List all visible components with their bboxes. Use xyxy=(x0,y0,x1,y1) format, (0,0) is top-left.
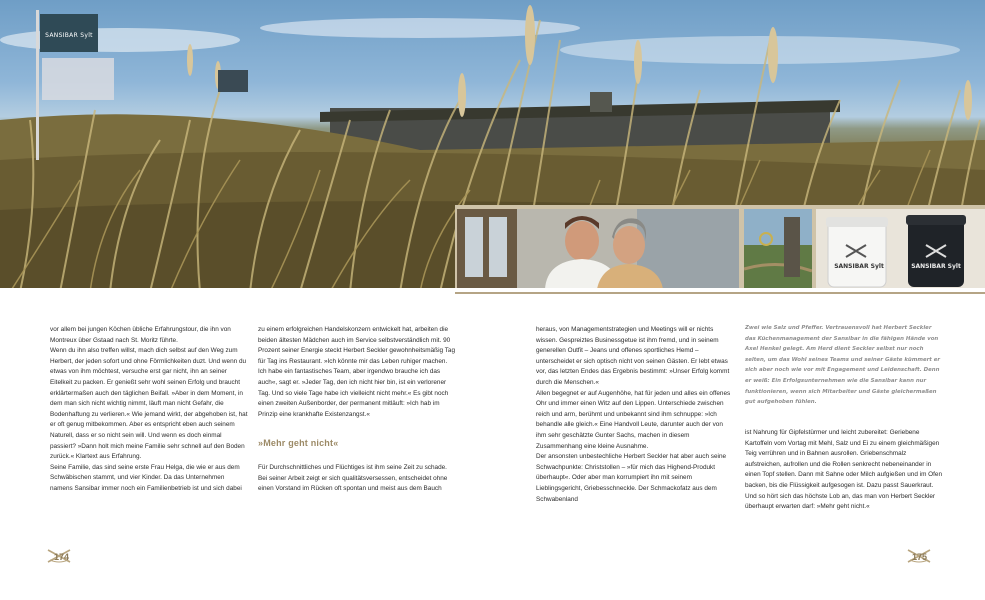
page-number-right: 175 xyxy=(912,552,928,562)
column-2-paragraph: Für Durchschnittliches und Flüchtiges ist ihm seine Zeit zu schade. Bei seiner Arbeit zeigt er sich qualitätsversessen, entscheidet ohne einen Vorstand im Rücken oft spontan und meist aus dem Bauch xyxy=(258,463,448,493)
inset-photo-strip xyxy=(455,205,985,290)
jar-label-left: SANSIBAR Sylt xyxy=(834,263,884,270)
page-number-left: 174 xyxy=(54,552,70,562)
white-flag xyxy=(42,58,114,100)
photo-caption: Zwei wie Salz und Pfeffer. Vertrauensvoll hat Herbert Seckler das Küchenmanagement der Sansibar in die fähigen Hände von Axel Henkel gelegt. Am Herd dient Seckler selbst nur noch selten, um das Wohl seines Teams und seiner Gäste kümmert er sich aber noch wie vor mit Engagement und Leidenschaft. Denn er weiß: Ein Erfolgsunternehmen wie die Sansibar kann nur funktionieren, wenn sich Mitarbeiter und Gäste gleichermaßen gut aufgehoben fühlen. xyxy=(745,325,941,406)
flag-pole xyxy=(36,10,39,160)
jar-label-right: SANSIBAR Sylt xyxy=(911,263,961,270)
column-3-paragraph: Allen begegnet er auf Augenhöhe, hat für jeden und alles ein offenes Ohr und immer einen Witz auf den Lippen. Unterschiede zwischen reich und arm, berühmt und unbekannt sind ihm schnuppe: »Ich behandle alle gleich.« Eine Handvoll Leute, darunter auch der von ihm sehr geschätzte Gunter Sachs, machen in diesem Zusammenhang eine kleine Ausnahme. xyxy=(536,389,731,450)
accent-rule xyxy=(455,292,985,294)
column-4 xyxy=(745,428,943,513)
column-1-paragraph: Wenn du ihn also treffen willst, mach dich selbst auf den Weg zum Herbert, der jeden sofort und ohne Förmlichkeiten duzt. Und wenn du etwas von ihm möchtest, versuche erst gar nicht, ihn an seiner Eitelkeit zu packen. Er genießt sehr wohl seinen Erfolg und braucht erklärtermaßen auch den täglichen Beifall. »Aber in dem Moment, in dem man sich nicht wichtig nimmt, läuft man nicht Gefahr, die Bodenhaftung zu verlieren.« Wie jemand wirkt, der abgehoben ist, hat er oft genug mitbekommen. Aber es entspricht eben auch seinem Naturell, dass er so nicht sein will. Und wenn es doch einmal passiert? »Dann holt mich meine Familie sehr schnell auf den Boden zurück.« Klartext aus Erfahrung. xyxy=(50,347,248,461)
column-3 xyxy=(536,325,734,505)
column-3-paragraph: heraus, von Managementstrategien und Meetings will er nichts wissen. Gespreiztes Businessgetue ist ihm fremd, und in seinem generellen Outfit – Jeans und offenes sportliches Hemd – unterscheidet er sich optisch nicht von seinen Gästen. Er lebt etwas vor, das letzten Endes das Ergebnis bestimmt: »Unser Erfolg kommt durch die Menschen.« xyxy=(536,326,730,386)
column-1-paragraph: Seine Familie, das sind seine erste Frau Helga, die wie er aus dem Schwäbischen stammt, und vier Kinder. Da das Unternehmen namens Sansibar immer noch ein Familienbetrieb ist und sich dabei xyxy=(50,463,242,492)
column-4-paragraph: ist Nahrung für Gipfelstürmer und leicht zubereitet: Geriebene Kartoffeln vom Vortag mit Mehl, Salz und Ei zu einem gleichmäßigen Teig verrühren und in Bahnen ausrollen. Griebenschmalz aufstreichen, aufrollen und die Rollen senkrecht nebeneinander in einen Topf stellen. Dann mit Sahne oder Milch aufgießen und im Ofen backen, bis die Flüssigkeit aufgesogen ist. Dazu passt Sauerkraut. Und so hört sich das höchste Lob an, das man von Herbert Seckler überhaupt erwarten darf: »Mehr geht nicht.« xyxy=(745,429,943,511)
small-flag xyxy=(218,70,248,92)
sansibar-jars-photo xyxy=(816,209,985,289)
column-1-paragraph: vor allem bei jungen Köchen übliche Erfahrungstour, die ihn von Montreux über Gstaad nach St. Moritz führte. xyxy=(50,326,231,344)
flag-text: SANSIBAR Sylt xyxy=(45,32,93,39)
section-subhead: »Mehr geht nicht« xyxy=(258,438,339,449)
column-3-paragraph: Der ansonsten unbestechliche Herbert Seckler hat aber auch seine Schwachpunkte: Christstollen – »für mich das Highend-Produkt überhaupt«. Oder aber man korrumpiert ihn mit seinem Lieblingsgericht, Griebesschneckle. Der Schmackofatz aus dem Schwabenland xyxy=(536,453,727,503)
sansibar-flag xyxy=(40,14,98,52)
column-1 xyxy=(50,325,248,495)
hero-photo xyxy=(0,0,985,292)
column-2-paragraph: zu einem erfolgreichen Handelskonzern entwickelt hat, arbeiten die beiden ältesten Mädchen auch im Service selbstverständlich mit. 90 Prozent seiner Energie steckt Herbert Seckler gewohnheitsmäßig Tag für Tag ins Restaurant. »Ich könnte mir das Leben ruhiger machen. Ich habe ein fantastisches Team, aber irgendwo brauche ich das auch«, sagt er. »Jeder Tag, den ich nicht hier bin, ist ein verlorener Tag. Und so viele Tage habe ich vielleicht nicht mehr.« Es gibt noch einen zweiten Außenborder, der permanent mitläuft: »Ich hab im Prinzip eine krankhafte Existenzangst.« xyxy=(258,326,456,418)
column-2 xyxy=(258,325,456,495)
chefs-portrait-photo xyxy=(457,209,739,289)
dune-path-photo xyxy=(744,209,812,289)
